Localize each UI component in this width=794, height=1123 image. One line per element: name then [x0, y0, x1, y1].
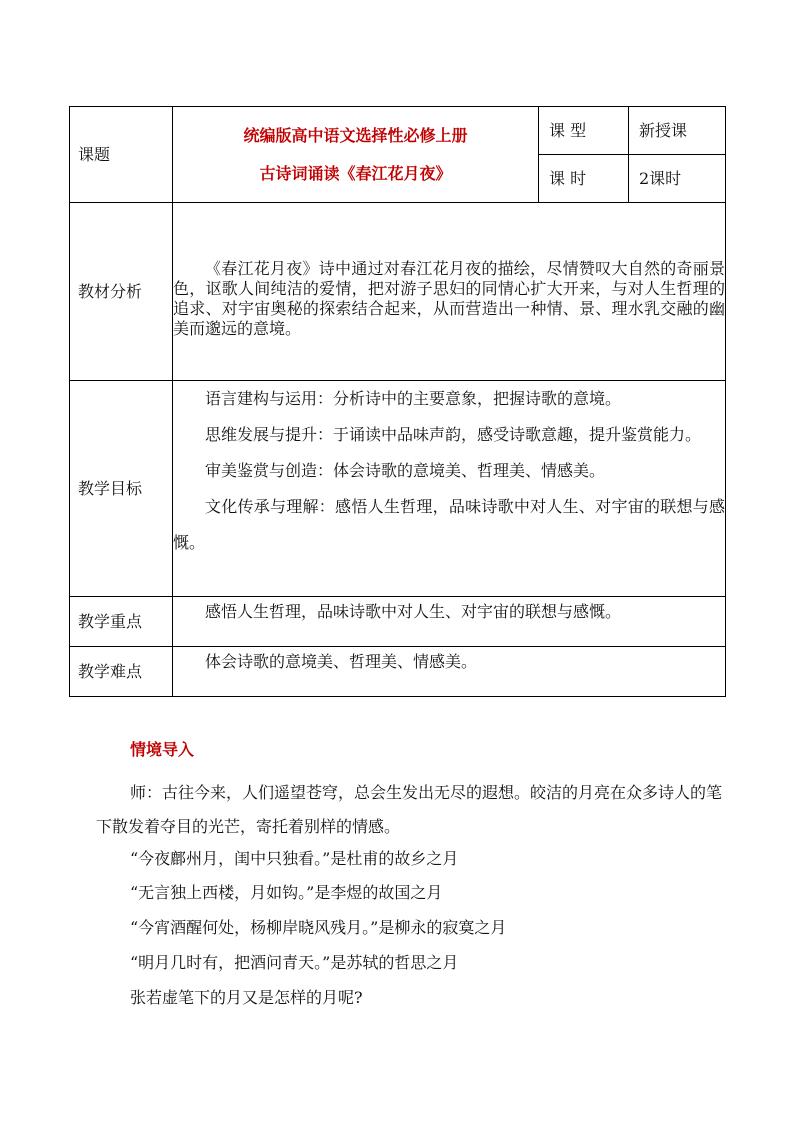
type-label: 课 型 — [539, 107, 629, 155]
lesson-title-line2: 古诗词诵读《春江花月夜》 — [259, 163, 452, 183]
key-point-label: 教学重点 — [70, 597, 173, 647]
quote-line-2: “无言独上西楼，月如钩。”是李煜的故国之月 — [130, 883, 443, 902]
type-value: 新授课 — [629, 107, 726, 155]
quote-line-1: “今夜鄜州月，闺中只独看。”是杜甫的故乡之月 — [130, 849, 459, 868]
topic-label: 课题 — [70, 107, 173, 203]
closing-question: 张若虚笔下的月又是怎样的月呢? — [130, 988, 363, 1007]
lesson-plan-table — [69, 106, 726, 697]
goals-list — [173, 381, 726, 597]
analysis-text: 《春江花月夜》诗中通过对春江花月夜的描绘，尽情赞叹大自然的奇丽景色，讴歌人间纯洁的爱情，把对游子思妇的同情心扩大开来，与对人生哲理的追求、对宇宙奥秘的探索结合起来，从而营造出一种情、景、理水乳交融的幽美而邈远的意境。 — [173, 203, 726, 381]
quote-line-3: “今宵酒醒何处，杨柳岸晓风残月。”是柳永的寂寞之月 — [130, 918, 507, 937]
hours-value: 2课时 — [629, 155, 726, 203]
difficult-point-text: 体会诗歌的意境美、哲理美、情感美。 — [173, 647, 726, 697]
analysis-label: 教材分析 — [70, 203, 173, 381]
goal-item: 审美鉴赏与创造：体会诗歌的意境美、哲理美、情感美。 — [205, 461, 606, 480]
goals-label: 教学目标 — [70, 381, 173, 597]
difficult-point-label: 教学难点 — [70, 647, 173, 697]
intro-paragraph-text: 师：古往今来，人们遥望苍穹，总会生发出无尽的遐想。皎洁的月亮在众多诗人的笔下散发着夺目的光芒，寄托着别样的情感。 — [96, 783, 723, 836]
key-point-text: 感悟人生哲理，品味诗歌中对人生、对宇宙的联想与感慨。 — [173, 597, 726, 647]
intro-paragraph — [96, 776, 726, 844]
lesson-title-line1: 统编版高中语文选择性必修上册 — [243, 125, 468, 145]
quote-line-4: “明月几时有，把酒问青天。”是苏轼的哲思之月 — [130, 953, 459, 972]
lesson-title — [173, 107, 539, 203]
goal-item: 文化传承与理解：感悟人生哲理，品味诗歌中对人生、对宇宙的联想与感慨。 — [173, 497, 725, 552]
hours-label: 课 时 — [539, 155, 629, 203]
goal-item: 语言建构与运用：分析诗中的主要意象，把握诗歌的意境。 — [205, 389, 622, 408]
intro-heading: 情境导入 — [130, 740, 195, 759]
goal-item: 思维发展与提升：于诵读中品味声韵，感受诗歌意趣，提升鉴赏能力。 — [205, 425, 702, 444]
